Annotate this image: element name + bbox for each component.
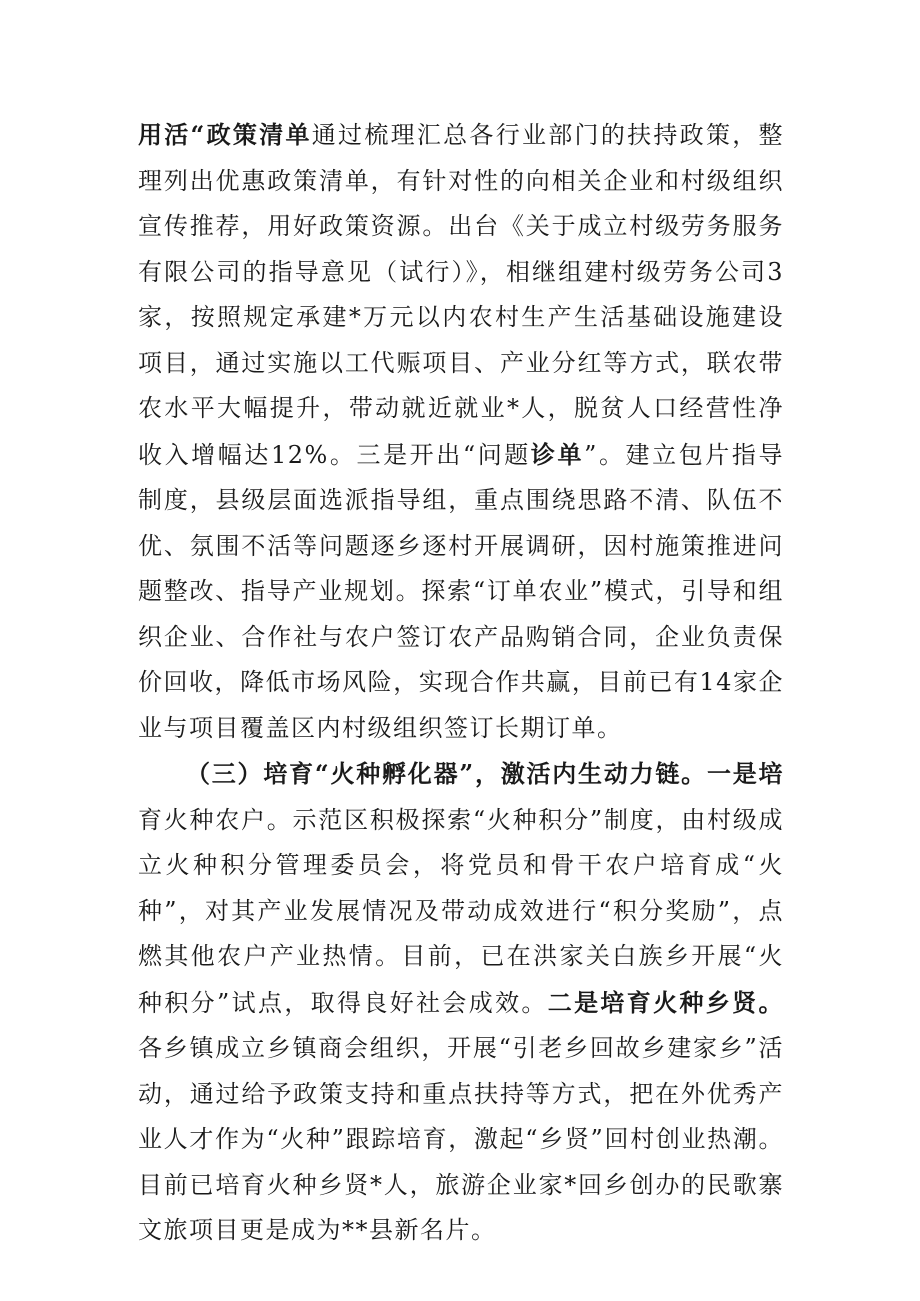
body-text: ”。建立包片指导制度，县级层面选派指导组，重点围绕思路不清、队伍不优、氛围不活等问题逐乡逐村开展调研，因村施策推进问题整改、指导产业规划。探索“订单农业”模式，引导和组织企业、合作社与农户签订农产品购销合同，企业负责保价回收，降低市场风险，实现合作共赢，目前已有14家企业与项目覆盖区内村级组织签订长期订单。 <box>138 440 784 742</box>
body-text: 各乡镇成立乡镇商会组织，开展“引老乡回故乡建家乡”活动，通过给予政策支持和重点扶持等方式，把在外优秀产业人才作为“火种”跟踪培育，激起“乡贤”回村创业热潮。目前已培育火种乡贤*人，旅游企业家*回乡创办的民歌寨文旅项目更是成为**县新名片。 <box>138 1034 784 1244</box>
section-heading: （三）培育“火种孵化器”，激活内生动力链。一是培 <box>186 759 784 788</box>
document-page <box>138 112 784 1254</box>
paragraph-fire-incubator <box>138 751 784 1254</box>
body-text: 育火种农户。示范区积极探索“火种积分”制度，由村级成立火种积分管理委员会，将党员和骨干农户培育成“火种”，对其产业发展情况及带动成效进行“积分奖励”，点燃其他农户产业热情。目前，已在洪家关白族乡开展“火种积分”试点，取得良好社会成效。 <box>138 805 784 1017</box>
bold-lead-text: 用活“政策清单 <box>138 120 312 149</box>
bold-inline-text: 二是培育火种乡贤。 <box>547 987 784 1017</box>
paragraph-policy-list <box>138 112 784 751</box>
bold-inline-text: 诊单 <box>530 439 585 469</box>
body-text: 通过梳理汇总各行业部门的扶持政策，整理列出优惠政策清单，有针对性的向相关企业和村级组织宣传推荐，用好政策资源。出台《关于成立村级劳务服务有限公司的指导意见（试行）》，相继组建村级劳务公司3家，按照规定承建*万元以内农村生产生活基础设施建设项目，通过实施以工代赈项目、产业分红等方式，联农带农水平大幅提升，带动就近就业*人，脱贫人口经营性净收入增幅达12%。三是开出“问题 <box>138 121 785 469</box>
